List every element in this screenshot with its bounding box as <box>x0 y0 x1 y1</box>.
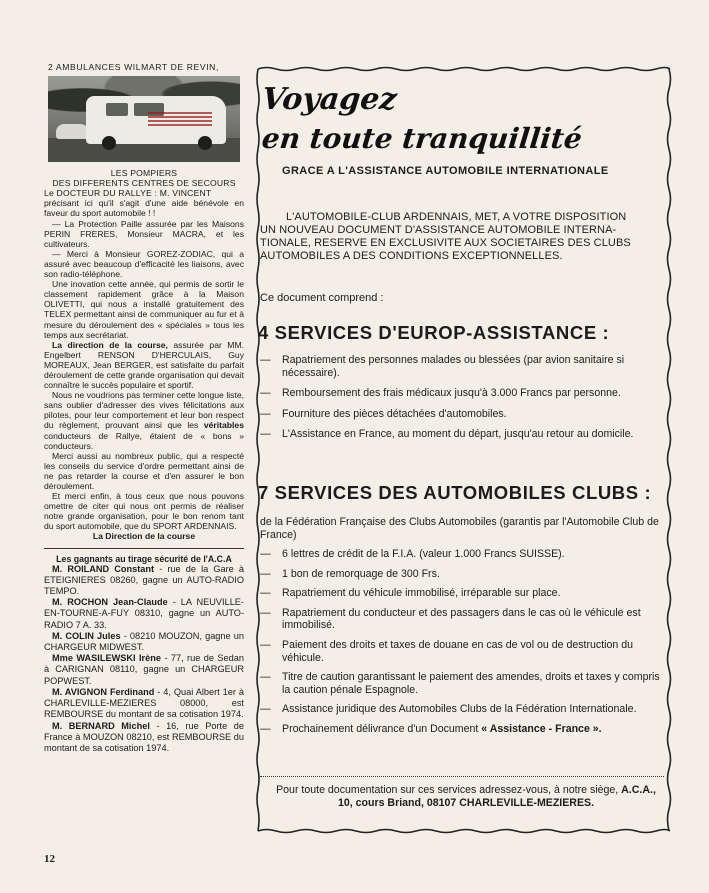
photo-van-window <box>106 103 128 116</box>
lead-line: DES DIFFERENTS CENTRES DE SECOURS <box>52 178 236 189</box>
winner-text: - 08210 MOUZON, gagne un CHARGEUR MIDWEST. <box>44 630 244 653</box>
photo-wheel <box>198 136 212 150</box>
winner-text: - rue de la Gare à ETEIGNIERES 08260, gagne un AUTO-RADIO TEMPO. <box>44 563 244 597</box>
winner-name: M. ROILAND Constant <box>52 563 155 574</box>
winner-entry <box>44 631 244 653</box>
winner-entry <box>44 564 244 598</box>
winner-text: - 4, Quai Albert 1er à CHARLEVILLE-MEZIERES 08000, est REMBOURSE du montant de sa cotisation 1974. <box>44 686 245 720</box>
text: assurée par MM. Engelbert RENSON D'HERCULAIS, Guy MOREAUX, Jean BERGER, est satisfaite du parfait déroulement de cette grande organisation qui devait connaître le succès populaire et sportif. <box>44 339 244 391</box>
services-7-intro: de la Fédération Française des Clubs Automobiles (garantis par l'Automobile Club de France) <box>260 516 659 541</box>
bold-text: « Assistance - France ». <box>481 722 602 735</box>
bold-text: véritables <box>203 420 244 431</box>
text: Pour toute documentation sur ces services adressez-vous, à notre siège, <box>276 784 622 796</box>
border-left <box>257 69 259 831</box>
winner-text: - 77, rue de Sedan à CARIGNAN 08110, gagne un CHARGEUR POPWEST. <box>44 653 244 686</box>
intro-line: AUTOMOBILES A DES CONDITIONS EXCEPTIONNELLES. <box>260 250 563 262</box>
heading-4-services: 4 SERVICES D'EUROP-ASSISTANCE : <box>258 322 610 343</box>
list-item: — L'Assistance en France, au moment du départ, jusqu'au retour au domicile. <box>260 428 662 441</box>
intro-line: L'AUTOMOBILE-CLUB ARDENNAIS, MET, A VOTRE DISPOSITION <box>286 211 627 223</box>
list-item: — 1 bon de remorquage de 300 Frs. <box>260 568 662 581</box>
paragraph <box>44 340 244 390</box>
headline-line-2: en toute tranquillité <box>260 122 584 155</box>
winner-entry <box>44 653 244 687</box>
left-column <box>44 62 244 754</box>
winner-entry <box>44 597 244 631</box>
text: conducteurs de Rallye, étaient de « bons » conducteurs. <box>44 430 244 451</box>
advert-box <box>256 66 672 834</box>
list-item: — Rapatriement des personnes malades ou blessées (par avion sanitaire si nécessaire). <box>260 354 662 379</box>
list-item: — Titre de caution garantissant le paiement des amendes, droits et taxes y compris la caution pénale Espagnole. <box>260 671 662 696</box>
dotted-divider <box>260 776 664 777</box>
border-right <box>668 69 671 831</box>
intro-line: TIONALE, RESERVE EN EXCLUSIVITE AUX SOCIETAIRES DES CLUBS <box>260 237 631 249</box>
paragraph: Merci aussi au nombreux public, qui a respecté les conseils du service d'ordre permettant ainsi de ne pas retarder la course et d'en assurer le bon déroulement. <box>44 450 244 491</box>
list-item: — 6 lettres de crédit de la F.I.A. (valeur 1.000 Francs SUISSE). <box>260 548 662 561</box>
text: Prochainement délivrance d'un Document <box>282 722 482 735</box>
list-item: — Rapatriement du conducteur et des passagers dans le cas où le véhicule est immobilisé. <box>260 607 662 632</box>
paragraph: Et merci enfin, à tous ceux que nous pouvons omettre de citer qui nous ont permis de réaliser notre grande organisation, pour le bon renom tant du sport automobile, que du SPORT ARDENNAIS. <box>44 491 244 532</box>
winner-text: - LA NEUVILLE-EN-TOURNE-A-FUY 08310, gagne un AUTO-RADIO 7 A. 33. <box>44 597 244 630</box>
text: Nous ne voudrions pas terminer cette longue liste, sans oublier d'adresser des vives félicitations aux pilotes, pour leur comportement et leur bon respect du règlement, prouvant ainsi que les <box>44 390 244 431</box>
list-item: — Assistance juridique des Automobiles Clubs de la Fédération Internationale. <box>260 703 662 716</box>
services-4-list <box>260 354 662 449</box>
signature: La Direction de la course <box>92 531 196 542</box>
contact-block <box>274 784 658 809</box>
border-top <box>258 68 670 71</box>
photo-wheel <box>102 136 116 150</box>
intro-line: UN NOUVEAU DOCUMENT D'ASSISTANCE AUTOMOBILE INTERNA- <box>260 224 617 236</box>
bold-text: A.C.A., 10, cours Briand, 08107 CHARLEVILLE-MEZIERES. <box>337 784 656 809</box>
heading-7-services: 7 SERVICES DES AUTOMOBILES CLUBS : <box>258 482 652 503</box>
photo-caption: 2 AMBULANCES WILMART DE REVIN, <box>48 62 219 72</box>
winner-entry <box>44 721 244 755</box>
bold-text: La direction de la course, <box>52 339 168 350</box>
winners-title: Les gagnants au tirage sécurité de l'A.C.A <box>56 553 232 564</box>
winner-name: M. AVIGNON Ferdinand <box>52 686 155 697</box>
paragraph: précisant ici qu'il s'agit d'une aide bénévole en faveur du sport automobile ! ! <box>44 198 244 219</box>
lead-block <box>44 168 244 198</box>
intro-block <box>260 211 664 263</box>
border-bottom <box>258 830 670 833</box>
list-item: — Rapatriement du véhicule immobilisé, irréparable sur place. <box>260 587 662 600</box>
list-item: — Paiement des droits et taxes de douane en cas de vol ou de destruction du véhicule. <box>260 639 662 664</box>
paragraph: — La Protection Paille assurée par les Maisons PERIN FRERES, Monsieur MACRA, et les cultivateurs. <box>44 218 244 249</box>
lead-line: LES POMPIERS <box>110 168 178 179</box>
photo-van-lettering <box>148 112 212 126</box>
winner-text: - 16, rue Porte de France à MOUZON 08210, est REMBOURSE du montant de sa cotisation 1974. <box>44 720 244 753</box>
photo-car <box>56 124 90 139</box>
winner-name: M. ROCHON Jean-Claude <box>52 597 168 608</box>
winner-name: Mme WASILEWSKI Irène <box>52 653 161 664</box>
page-number: 12 <box>44 853 55 865</box>
paragraph: Une inovation cette année, qui permis de sortir le classement rapidement grâce à la Maison OLIVETTI, qui nous a installé gratuitement des TELEX permettant ainsi de communiquer au fur et à mesure du déroulement des « spéciales » tous les temps aux secrétariat. <box>44 279 244 340</box>
paragraph: — Merci à Monsieur GOREZ-ZODIAC, qui a assuré avec beaucoup d'efficacité les liaisons, avec son radio-téléphone. <box>44 248 244 280</box>
list-item: — Remboursement des frais médicaux jusqu'à 3.000 Francs par personne. <box>260 387 662 400</box>
list-item <box>260 723 662 736</box>
paragraph <box>44 390 244 451</box>
ambulance-photo <box>48 76 240 162</box>
subheadline: GRACE A L'ASSISTANCE AUTOMOBILE INTERNATIONALE <box>282 165 609 177</box>
winner-entry <box>44 687 244 721</box>
headline-line-1: Voyagez <box>260 82 399 117</box>
divider <box>44 548 244 549</box>
services-7-list <box>260 548 662 743</box>
list-item: — Fourniture des pièces détachées d'automobiles. <box>260 408 662 421</box>
winner-name: M. COLIN Jules <box>52 630 121 641</box>
document-contents-label: Ce document comprend : <box>260 292 384 304</box>
winner-name: M. BERNARD Michel <box>52 720 150 731</box>
lead-line: Le DOCTEUR DU RALLYE : M. VINCENT <box>44 188 212 199</box>
